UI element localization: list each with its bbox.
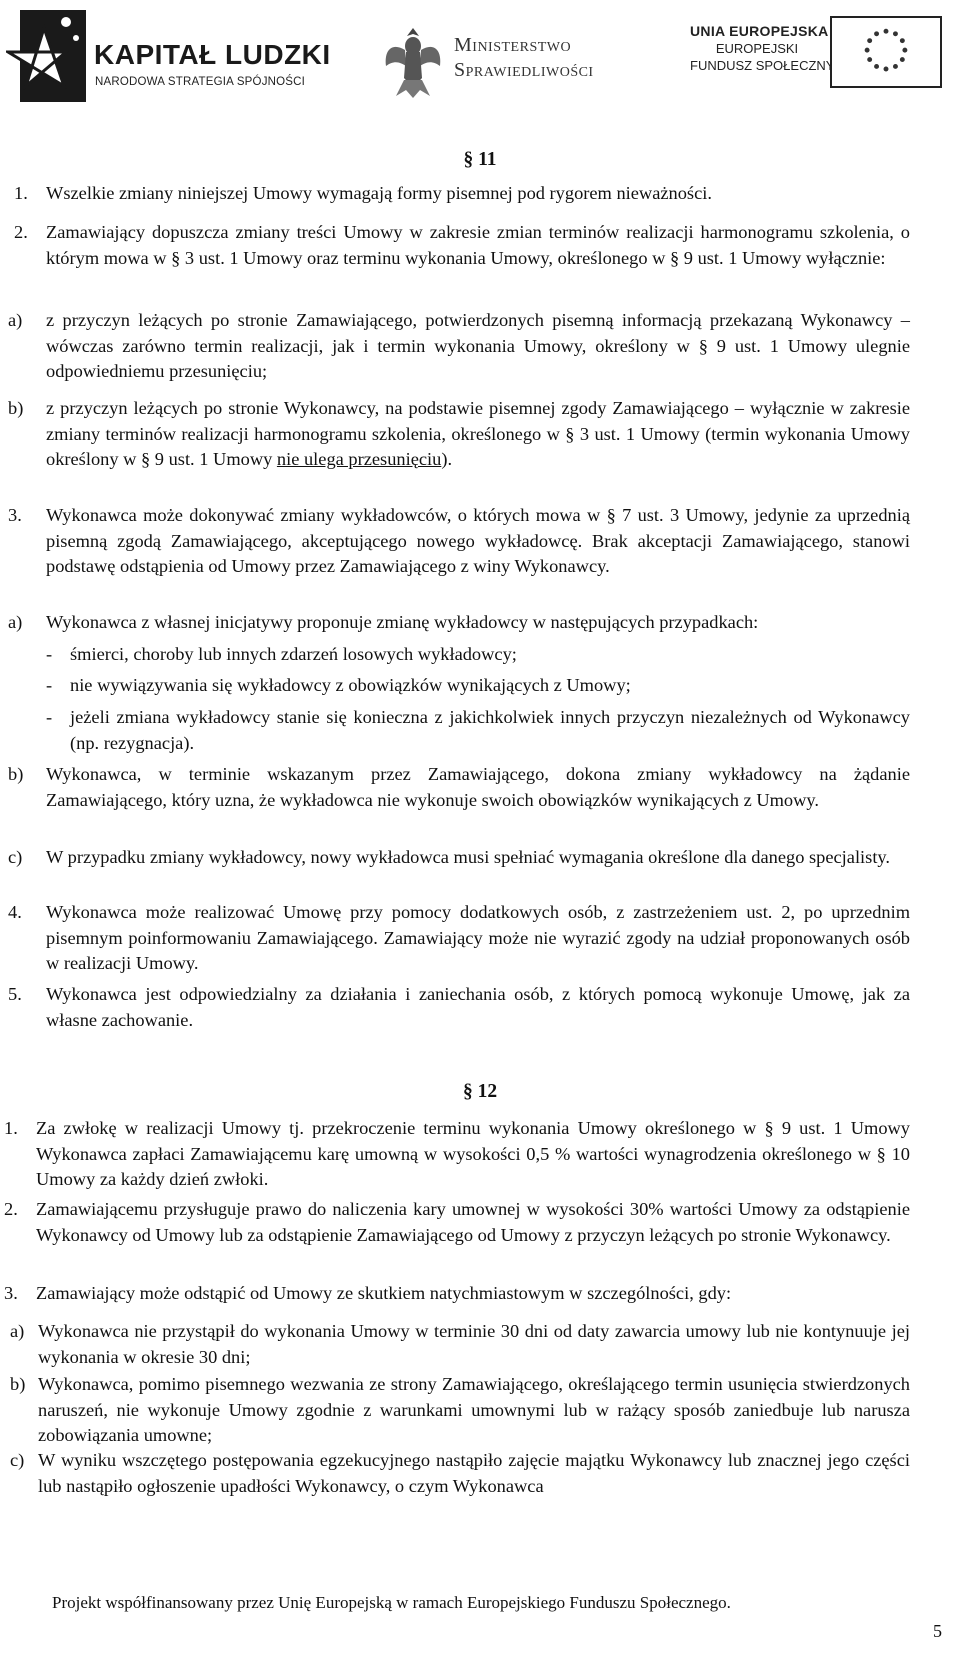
star-icon [6, 6, 90, 106]
footer-note: Projekt współfinansowany przez Unię Europejską w ramach Europejskiego Funduszu Społecznego. [52, 1593, 731, 1612]
underlined-text: nie ulega przesunięciu [276, 449, 442, 469]
section-title-11: § 11 [463, 149, 497, 170]
logo-title: KAPITAŁ LUDZKI [94, 39, 331, 70]
ministry-name-line2: Sprawiedliwości [454, 59, 594, 81]
list-item: b) z przyczyn leżących po stronie Wykonawcy, na podstawie pisemnej zgody Zamawiającego – wyłącznie w zakresie zmiany terminów realizacji harmonogramu szkolenia, określonego w § 3 ust. 1 Umowy (termin wykonania Umowy określony w § 9 ust. 1 Umowy nie ulega przesunięciu). [8, 398, 910, 469]
list-item: - nie wywiązywania się wykładowcy z obowiązków wynikających z Umowy; [46, 675, 631, 695]
list-item: 3. Wykonawca może dokonywać zmiany wykładowców, o których mowa w § 7 ust. 3 Umowy, jedynie za uprzednią pisemną zgodą Zamawiającego, akceptującego nowego wykładowcę. Brak akceptacji Zamawiającego, stanowi podstawę odstąpienia od Umowy przez Zamawiającego z winy Wykonawcy. [8, 505, 910, 576]
eu-logo [690, 16, 952, 96]
list-item: 5. Wykonawca jest odpowiedzialny za działania i zaniechania osób, z których pomocą wykonuje Umowę, jak za własne zachowanie. [8, 984, 910, 1030]
list-item: b) Wykonawca, pomimo pisemnego wezwania ze strony Zamawiającego, określającego termin usunięcia stwierdzonych naruszeń, nie wykonuje Umowy zgodnie z warunkami umownymi lub w rażący sposób zaniedbuje lub narusza zobowiązania umowne; [10, 1374, 910, 1445]
list-item: b) Wykonawca, w terminie wskazanym przez Zamawiającego, dokona zmiany wykładowcy na żądanie Zamawiającego, który uzna, że wykładowca nie wykonuje swoich obowiązków wynikających z Umowy. [8, 764, 910, 810]
list-item: 1. Za zwłokę w realizacji Umowy tj. przekroczenie terminu wykonania Umowy określonego w § 9 ust. 1 Umowy Wykonawca zapłaci Zamawiającemu karę umowną w wysokości 0,5 % wartości wynagrodzenia określonego w § 10 Umowy za każdy dzień zwłoki. [4, 1118, 910, 1189]
eu-title: UNIA EUROPEJSKA [690, 23, 829, 39]
list-item: 3. Zamawiający może odstąpić od Umowy ze skutkiem natychmiastowym w szczególności, gdy: [4, 1283, 732, 1303]
list-item: 1. Wszelkie zmiany niniejszej Umowy wymagają formy pisemnej pod rygorem nieważności. [14, 183, 712, 203]
ministerstwo-logo [382, 22, 642, 102]
list-item: 4. Wykonawca może realizować Umowę przy pomocy dodatkowych osób, z zastrzeżeniem ust. 2, po uprzednim pisemnym poinformowaniu Zamawiającego. Zamawiający może nie wyrazić zgody na udział proponowanych osób w realizacji Umowy. [8, 902, 910, 973]
list-item: c) W przypadku zmiany wykładowcy, nowy wykładowca musi spełniać wymagania określone dla danego specjalisty. [8, 847, 891, 867]
list-item: a) z przyczyn leżących po stronie Zamawiającego, potwierdzonych pisemną informacją przekazaną Wykonawcy – wówczas zarówno termin realizacji, jak i termin wykonania Umowy, określony w § 9 ust. 1 Umowy ulegnie odpowiedniemu przesunięciu; [8, 310, 910, 381]
ministry-name-line1: Ministerstwo [454, 34, 572, 56]
list-item: - jeżeli zmiana wykładowcy stanie się konieczna z jakichkolwiek innych przyczyn niezależnych od Wykonawcy (np. rezygnacja). [46, 707, 910, 753]
section-title-12: § 12 [462, 1081, 498, 1102]
eu-subtitle-1: EUROPEJSKI [715, 41, 799, 56]
list-item: 2. Zamawiający dopuszcza zmiany treści Umowy w zakresie zmian terminów realizacji harmonogramu szkolenia, o którym mowa w § 3 ust. 1 Umowy oraz terminu wykonania Umowy, określonego w § 9 ust. 1 Umowy wyłącznie: [14, 222, 910, 268]
list-item: c) W wyniku wszczętego postępowania egzekucyjnego nastąpiło zajęcie majątku Wykonawcy lub znacznej jego części lub nastąpiło ogłoszenie upadłości Wykonawcy, o czym Wykonawca [10, 1450, 910, 1496]
list-item: - śmierci, choroby lub innych zdarzeń losowych wykładowcy; [46, 644, 517, 664]
logo-subtitle: NARODOWA STRATEGIA SPÓJNOŚCI [95, 76, 306, 88]
kapital-ludzki-logo [6, 6, 336, 106]
list-item: 2. Zamawiającemu przysługuje prawo do naliczenia kary umownej w wysokości 30% wartości Umowy za odstąpienie Wykonawcy od Umowy lub za odstąpienie Zamawiającego od Umowy z przyczyn leżących po stronie Wykonawcy. [4, 1199, 910, 1245]
list-item: a) Wykonawca nie przystąpił do wykonania Umowy w terminie 30 dni od daty zawarcia umowy lub nie kontynuuje jej wykonania w okresie 30 dni; [10, 1321, 910, 1367]
list-item: a) Wykonawca z własnej inicjatywy proponuje zmianę wykładowcy w następujących przypadkach: [8, 612, 759, 632]
eu-subtitle-2: FUNDUSZ SPOŁECZNY [690, 58, 835, 73]
page-number: 5 [933, 1621, 942, 1641]
eu-flag-icon [830, 16, 942, 88]
eagle-emblem-icon [382, 22, 444, 102]
